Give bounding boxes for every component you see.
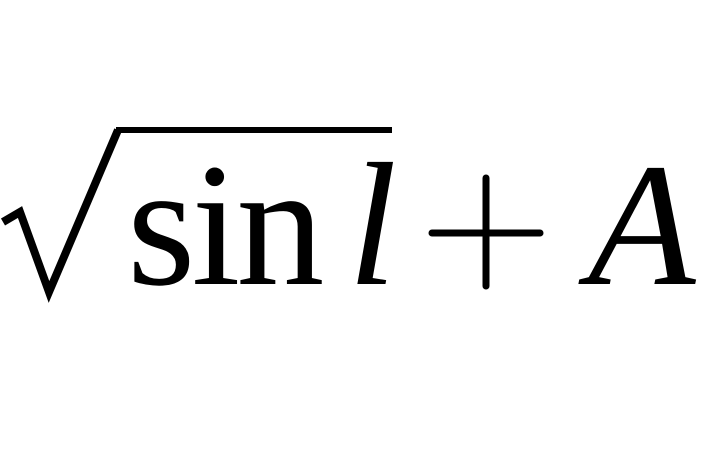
plus-sign bbox=[432, 178, 540, 286]
radical-check-stroke bbox=[3, 130, 118, 292]
variable-a: A bbox=[588, 128, 696, 323]
sine-function: sin bbox=[127, 128, 321, 323]
variable-l: l bbox=[348, 128, 397, 323]
